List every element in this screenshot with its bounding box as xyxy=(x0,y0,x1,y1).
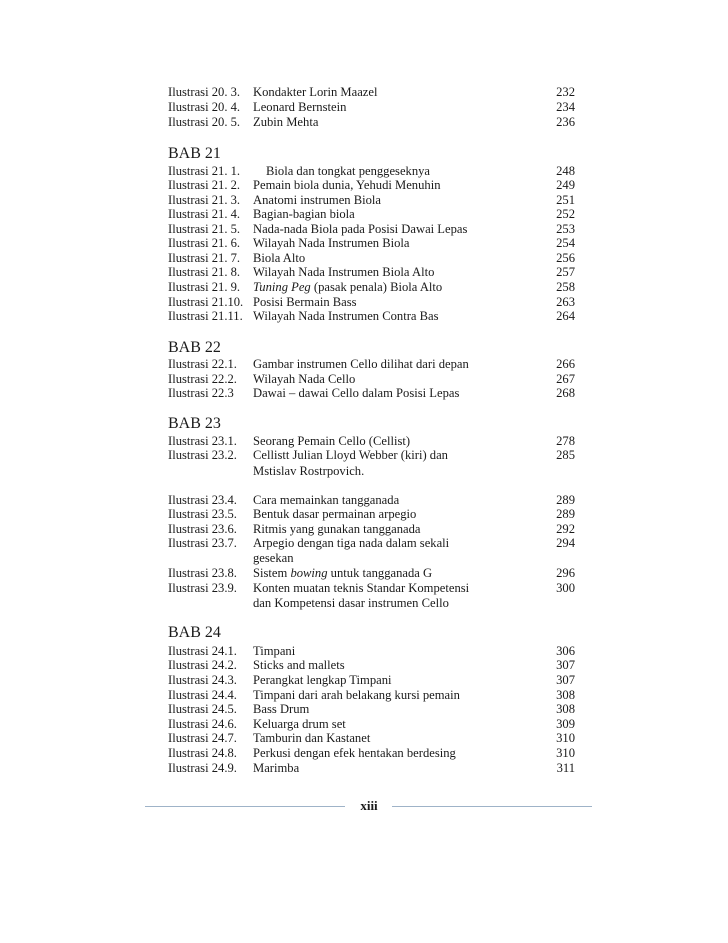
list-item xyxy=(0,84,728,100)
illustration-title: Bentuk dasar permainan arpegio xyxy=(253,507,417,521)
page-number: 308 xyxy=(556,702,575,716)
illustration-label: Ilustrasi 21. 3. xyxy=(168,193,241,207)
chapter-heading: BAB 24 xyxy=(168,624,221,641)
illustration-label: Ilustrasi 20. 4. xyxy=(168,100,241,114)
illustration-label: Ilustrasi 24.6. xyxy=(168,717,237,731)
illustration-label: Ilustrasi 21. 6. xyxy=(168,236,241,250)
page-number: 285 xyxy=(556,448,575,462)
illustration-label: Ilustrasi 21.10. xyxy=(168,295,244,309)
illustration-title: Timpani dari arah belakang kursi pemain xyxy=(253,688,460,702)
list-item xyxy=(0,672,728,688)
illustration-title-prefix: Sistem xyxy=(253,566,291,580)
chapter-heading: BAB 21 xyxy=(168,145,221,162)
illustration-title: Nada-nada Biola pada Posisi Dawai Lepas xyxy=(253,222,468,236)
page-number: 256 xyxy=(556,251,575,265)
list-item xyxy=(0,114,728,130)
page-number: 307 xyxy=(556,658,575,672)
page-number: 258 xyxy=(556,280,575,294)
page-number: 309 xyxy=(556,717,575,731)
illustration-title: Perangkat lengkap Timpani xyxy=(253,673,392,687)
illustration-title: Zubin Mehta xyxy=(253,115,319,129)
illustration-title: Konten muatan teknis Standar Kompetensi xyxy=(253,581,470,595)
list-item xyxy=(0,760,728,776)
page-number: 310 xyxy=(556,731,575,745)
page-number: 263 xyxy=(556,295,575,309)
illustration-title-continuation: dan Kompetensi dasar instrumen Cello xyxy=(253,596,449,610)
illustration-title-rest: (pasak penala) Biola Alto xyxy=(310,280,443,294)
illustration-title: Seorang Pemain Cello (Cellist) xyxy=(253,434,411,448)
list-item xyxy=(0,535,728,551)
illustration-label: Ilustrasi 23.6. xyxy=(168,522,237,536)
illustration-label: Ilustrasi 22.1. xyxy=(168,357,237,371)
illustration-title-rest: untuk tangganada G xyxy=(327,566,433,580)
illustration-label: Ilustrasi 23.7. xyxy=(168,536,237,550)
illustration-title: Bass Drum xyxy=(253,702,310,716)
illustration-label: Ilustrasi 23.2. xyxy=(168,448,237,462)
page-number: 310 xyxy=(556,746,575,760)
page-number: 254 xyxy=(556,236,575,250)
illustration-label: Ilustrasi 21. 5. xyxy=(168,222,241,236)
illustration-title: Gambar instrumen Cello dilihat dari depan xyxy=(253,357,469,371)
page-number: 248 xyxy=(556,164,575,178)
illustration-title: Anatomi instrumen Biola xyxy=(253,193,382,207)
illustration-title: Perkusi dengan efek hentakan berdesing xyxy=(253,746,456,760)
page-number: 236 xyxy=(556,115,575,129)
page-number: 289 xyxy=(556,493,575,507)
page-number: 264 xyxy=(556,309,575,323)
list-item xyxy=(0,385,728,401)
illustration-label: Ilustrasi 24.5. xyxy=(168,702,237,716)
illustration-label: Ilustrasi 24.9. xyxy=(168,761,237,775)
illustration-label: Ilustrasi 21. 9. xyxy=(168,280,241,294)
illustration-label: Ilustrasi 24.4. xyxy=(168,688,237,702)
illustration-label: Ilustrasi 24.1. xyxy=(168,644,237,658)
illustration-title: Sticks and mallets xyxy=(253,658,345,672)
list-item xyxy=(0,730,728,746)
illustration-label: Ilustrasi 23.9. xyxy=(168,581,237,595)
page-number: 300 xyxy=(556,581,575,595)
page-number: 252 xyxy=(556,207,575,221)
illustration-label: Ilustrasi 23.8. xyxy=(168,566,237,580)
illustration-title: Wilayah Nada Instrumen Biola Alto xyxy=(253,265,435,279)
list-item xyxy=(0,264,728,280)
list-item xyxy=(0,356,728,372)
illustration-title: Dawai – dawai Cello dalam Posisi Lepas xyxy=(253,386,460,400)
illustration-label: Ilustrasi 23.5. xyxy=(168,507,237,521)
illustration-label: Ilustrasi 23.4. xyxy=(168,493,237,507)
chapter-heading: BAB 23 xyxy=(168,415,221,432)
page-number: 289 xyxy=(556,507,575,521)
chapter-heading: BAB 22 xyxy=(168,339,221,356)
illustration-title-continuation: gesekan xyxy=(253,551,294,565)
list-item xyxy=(0,308,728,324)
page-number: 267 xyxy=(556,372,575,386)
page-number: 296 xyxy=(556,566,575,580)
illustration-title: Wilayah Nada Instrumen Biola xyxy=(253,236,410,250)
illustration-label: Ilustrasi 22.3 xyxy=(168,386,234,400)
illustration-label: Ilustrasi 24.2. xyxy=(168,658,237,672)
illustration-label: Ilustrasi 24.3. xyxy=(168,673,237,687)
page-number: 257 xyxy=(556,265,575,279)
page-number: 308 xyxy=(556,688,575,702)
illustration-title: Bagian-bagian biola xyxy=(253,207,355,221)
illustration-title: Keluarga drum set xyxy=(253,717,346,731)
page-number: 253 xyxy=(556,222,575,236)
illustration-label: Ilustrasi 23.1. xyxy=(168,434,237,448)
list-item xyxy=(0,657,728,673)
illustration-label: Ilustrasi 21. 8. xyxy=(168,265,241,279)
footer-page-number: xiii xyxy=(360,798,378,813)
page-number: 307 xyxy=(556,673,575,687)
illustration-label: Ilustrasi 21. 7. xyxy=(168,251,241,265)
illustration-title: Leonard Bernstein xyxy=(253,100,347,114)
illustration-title: Biola dan tongkat penggeseknya xyxy=(266,164,431,178)
page-number: 294 xyxy=(556,536,575,550)
illustration-title: Marimba xyxy=(253,761,300,775)
list-item xyxy=(0,177,728,193)
illustration-title: Wilayah Nada Instrumen Contra Bas xyxy=(253,309,439,323)
illustration-title: Ritmis yang gunakan tangganada xyxy=(253,522,421,536)
illustration-title: Pemain biola dunia, Yehudi Menuhin xyxy=(253,178,441,192)
illustration-title xyxy=(253,565,432,581)
illustration-title: Cara memainkan tangganada xyxy=(253,493,400,507)
illustration-label: Ilustrasi 21. 2. xyxy=(168,178,241,192)
page-number: 251 xyxy=(556,193,575,207)
page-number: 292 xyxy=(556,522,575,536)
page-number: 306 xyxy=(556,644,575,658)
illustration-title: Kondakter Lorin Maazel xyxy=(253,85,378,99)
illustration-label: Ilustrasi 24.8. xyxy=(168,746,237,760)
illustration-label: Ilustrasi 22.2. xyxy=(168,372,237,386)
list-item xyxy=(0,580,728,596)
list-item xyxy=(0,235,728,251)
page-number: 249 xyxy=(556,178,575,192)
list-item xyxy=(0,279,728,295)
illustration-label: Ilustrasi 20. 5. xyxy=(168,115,241,129)
illustration-title-continuation: Mstislav Rostrpovich. xyxy=(253,464,365,478)
footer-rule-right xyxy=(392,806,592,807)
page-number: 266 xyxy=(556,357,575,371)
page-number: 278 xyxy=(556,434,575,448)
illustration-label: Ilustrasi 21.11. xyxy=(168,309,243,323)
page-number: 268 xyxy=(556,386,575,400)
illustration-label: Ilustrasi 20. 3. xyxy=(168,85,241,99)
list-item xyxy=(0,99,728,115)
illustration-label: Ilustrasi 24.7. xyxy=(168,731,237,745)
list-item xyxy=(0,206,728,222)
italic-term: Tuning Peg xyxy=(253,280,311,294)
page-number: 311 xyxy=(556,761,575,775)
list-item xyxy=(0,745,728,761)
illustration-title xyxy=(253,279,442,295)
page-number: 234 xyxy=(556,100,575,114)
list-item xyxy=(0,701,728,717)
illustration-title: Posisi Bermain Bass xyxy=(253,295,357,309)
page-number: 232 xyxy=(556,85,575,99)
list-item xyxy=(0,447,728,463)
illustration-title: Wilayah Nada Cello xyxy=(253,372,356,386)
illustration-label: Ilustrasi 21. 4. xyxy=(168,207,241,221)
illustration-title: Timpani xyxy=(253,644,296,658)
illustration-title: Arpegio dengan tiga nada dalam sekali xyxy=(253,536,450,550)
illustration-title: Tamburin dan Kastanet xyxy=(253,731,371,745)
illustration-title: Cellistt Julian Lloyd Webber (kiri) dan xyxy=(253,448,448,462)
illustration-title: Biola Alto xyxy=(253,251,306,265)
list-item xyxy=(0,506,728,522)
italic-term: bowing xyxy=(290,566,328,580)
illustration-label: Ilustrasi 21. 1. xyxy=(168,164,241,178)
list-item xyxy=(0,565,728,581)
footer-rule-left xyxy=(145,806,345,807)
